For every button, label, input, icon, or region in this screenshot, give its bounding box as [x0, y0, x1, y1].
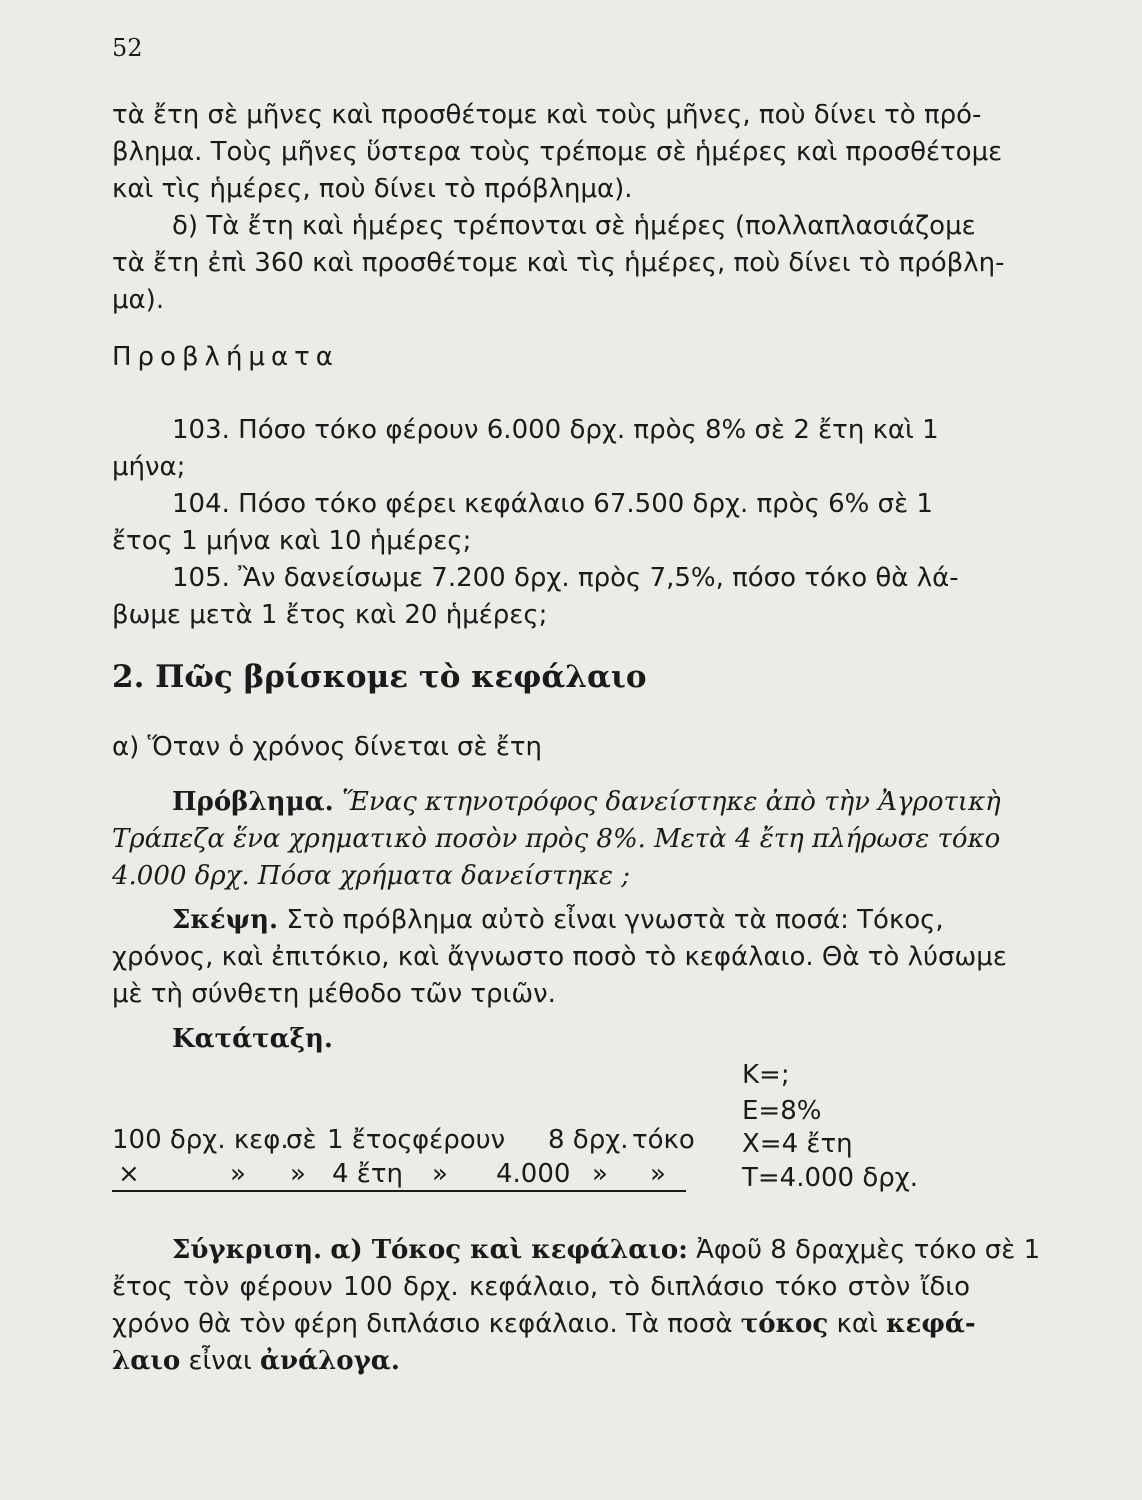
problems-heading: Προβλήματα [112, 342, 339, 372]
given-X: Χ=4 ἔτη [742, 1129, 853, 1159]
comparison-line-1 [172, 1233, 1040, 1267]
row1-cell-5: 8 δρχ. [548, 1125, 629, 1155]
comparison-line3-pre: χρόνο θὰ τὸν φέρη διπλάσιο κεφάλαιο. Τὰ ποσὰ [112, 1309, 733, 1339]
problem-line-3: 4.000 δρχ. Πόσα χρήματα δανείστηκε ; [112, 861, 630, 891]
row2-cell-8: » [650, 1159, 666, 1189]
row1-cell-3: 1 ἔτος [327, 1125, 413, 1155]
thought-label: Σκέψη. [172, 905, 279, 935]
comparison-text-1: Ἀφοῦ 8 δραχμὲς τόκο σὲ 1 [696, 1235, 1041, 1265]
comparison-line3-bold-1: τόκος [740, 1309, 829, 1339]
comparison-sublabel: α) Τόκος καὶ κεφάλαιο: [330, 1235, 688, 1265]
row2-cell-6: 4.000 [496, 1159, 571, 1189]
row2-cell-5: » [432, 1159, 448, 1189]
comparison-line-2: ἔτος τὸν φέρουν 100 δρχ. κεφάλαιο, τὸ διπλάσιο τόκο στὸν ἴδιο [112, 1272, 970, 1302]
row1-cell-2: σὲ [286, 1125, 317, 1155]
row1-cell-6: τόκο [632, 1125, 695, 1155]
row1-cell-4: φέρουν [412, 1125, 506, 1155]
comparison-label: Σύγκριση. [172, 1235, 323, 1265]
thought-line-1 [172, 903, 944, 937]
comparison-line-4 [112, 1344, 400, 1378]
arrangement-label: Κατάταξη. [172, 1024, 333, 1054]
thought-line-3: μὲ τὴ σύνθετη μέθοδο τῶν τριῶν. [112, 979, 556, 1009]
problem-105-line-2: βωμε μετὰ 1 ἔτος καὶ 20 ἡμέρες; [112, 600, 548, 630]
problem-text-1: Ἕνας κτηνοτρόφος δανείστηκε ἀπὸ τὴν Ἀγροτικὴ [341, 787, 1001, 817]
row2-cell-2: » [230, 1159, 246, 1189]
given-T: Τ=4.000 δρχ. [742, 1163, 919, 1193]
comparison-line3-mid: καὶ [836, 1309, 878, 1339]
problem-103-line-1: 103. Πόσο τόκο φέρουν 6.000 δρχ. πρὸς 8% σὲ 2 ἔτη καὶ 1 [172, 415, 939, 445]
intro-line-3: καὶ τὶς ἡμέρες, ποὺ δίνει τὸ πρόβλημα). [112, 174, 633, 204]
row2-cell-3: » [290, 1159, 306, 1189]
problem-104-line-2: ἔτος 1 μήνα καὶ 10 ἡμέρες; [112, 526, 472, 556]
section-title: 2. Πῶς βρίσκομε τὸ κεφάλαιο [112, 659, 647, 695]
arrangement-rule [112, 1190, 686, 1192]
problem-105-line-1: 105. Ἂν δανείσωμε 7.200 δρχ. πρὸς 7,5%, πόσο τόκο θὰ λά- [172, 563, 959, 593]
comparison-line4-bold-2: ἀνάλογα. [260, 1346, 400, 1376]
row2-cell-1: × [118, 1159, 140, 1189]
intro-line-1: τὰ ἔτη σὲ μῆνες καὶ προσθέτομε καὶ τοὺς μῆνες, ποὺ δίνει τὸ πρό- [112, 100, 982, 130]
problem-label: Πρόβλημα. [172, 787, 334, 817]
row2-cell-4: 4 ἔτη [332, 1159, 403, 1189]
intro-line-6: μα). [112, 285, 165, 315]
row1-cell-1: 100 δρχ. κεφ. [112, 1125, 289, 1155]
section-subtitle: α) Ὅταν ὁ χρόνος δίνεται σὲ ἔτη [112, 732, 543, 762]
comparison-line4-mid: εἶναι [188, 1346, 252, 1376]
thought-line-2: χρόνος, καὶ ἐπιτόκιο, καὶ ἄγνωστο ποσὸ τὸ κεφάλαιο. Θὰ τὸ λύσωμε [112, 942, 1007, 972]
intro-line-4: δ) Τὰ ἔτη καὶ ἡμέρες τρέπονται σὲ ἡμέρες (πολλαπλασιάζομε [172, 211, 976, 241]
problem-line-1 [172, 785, 1001, 819]
comparison-line-3 [112, 1307, 976, 1341]
problem-104-line-1: 104. Πόσο τόκο φέρει κεφάλαιο 67.500 δρχ. πρὸς 6% σὲ 1 [172, 489, 933, 519]
thought-text-1: Στὸ πρόβλημα αὐτὸ εἶναι γνωστὰ τὰ ποσά: Τόκος, [286, 905, 944, 935]
given-E: Ε=8% [742, 1096, 822, 1126]
problem-103-line-2: μήνα; [112, 452, 186, 482]
intro-line-5: τὰ ἔτη ἐπὶ 360 καὶ προσθέτομε καὶ τὶς ἡμέρες, ποὺ δίνει τὸ πρόβλη- [112, 248, 1005, 278]
page-number: 52 [112, 34, 143, 62]
given-K: Κ=; [742, 1060, 790, 1090]
problem-line-2: Τράπεζα ἕνα χρηματικὸ ποσὸν πρὸς 8%. Μετὰ 4 ἔτη πλήρωσε τόκο [112, 824, 1001, 854]
intro-line-2: βλημα. Τοὺς μῆνες ὕστερα τοὺς τρέπομε σὲ ἡμέρες καὶ προσθέτομε [112, 137, 1003, 167]
row2-cell-7: » [592, 1159, 608, 1189]
comparison-line4-bold-1: λαιο [112, 1346, 181, 1376]
comparison-line3-bold-2: κεφά- [886, 1309, 976, 1339]
